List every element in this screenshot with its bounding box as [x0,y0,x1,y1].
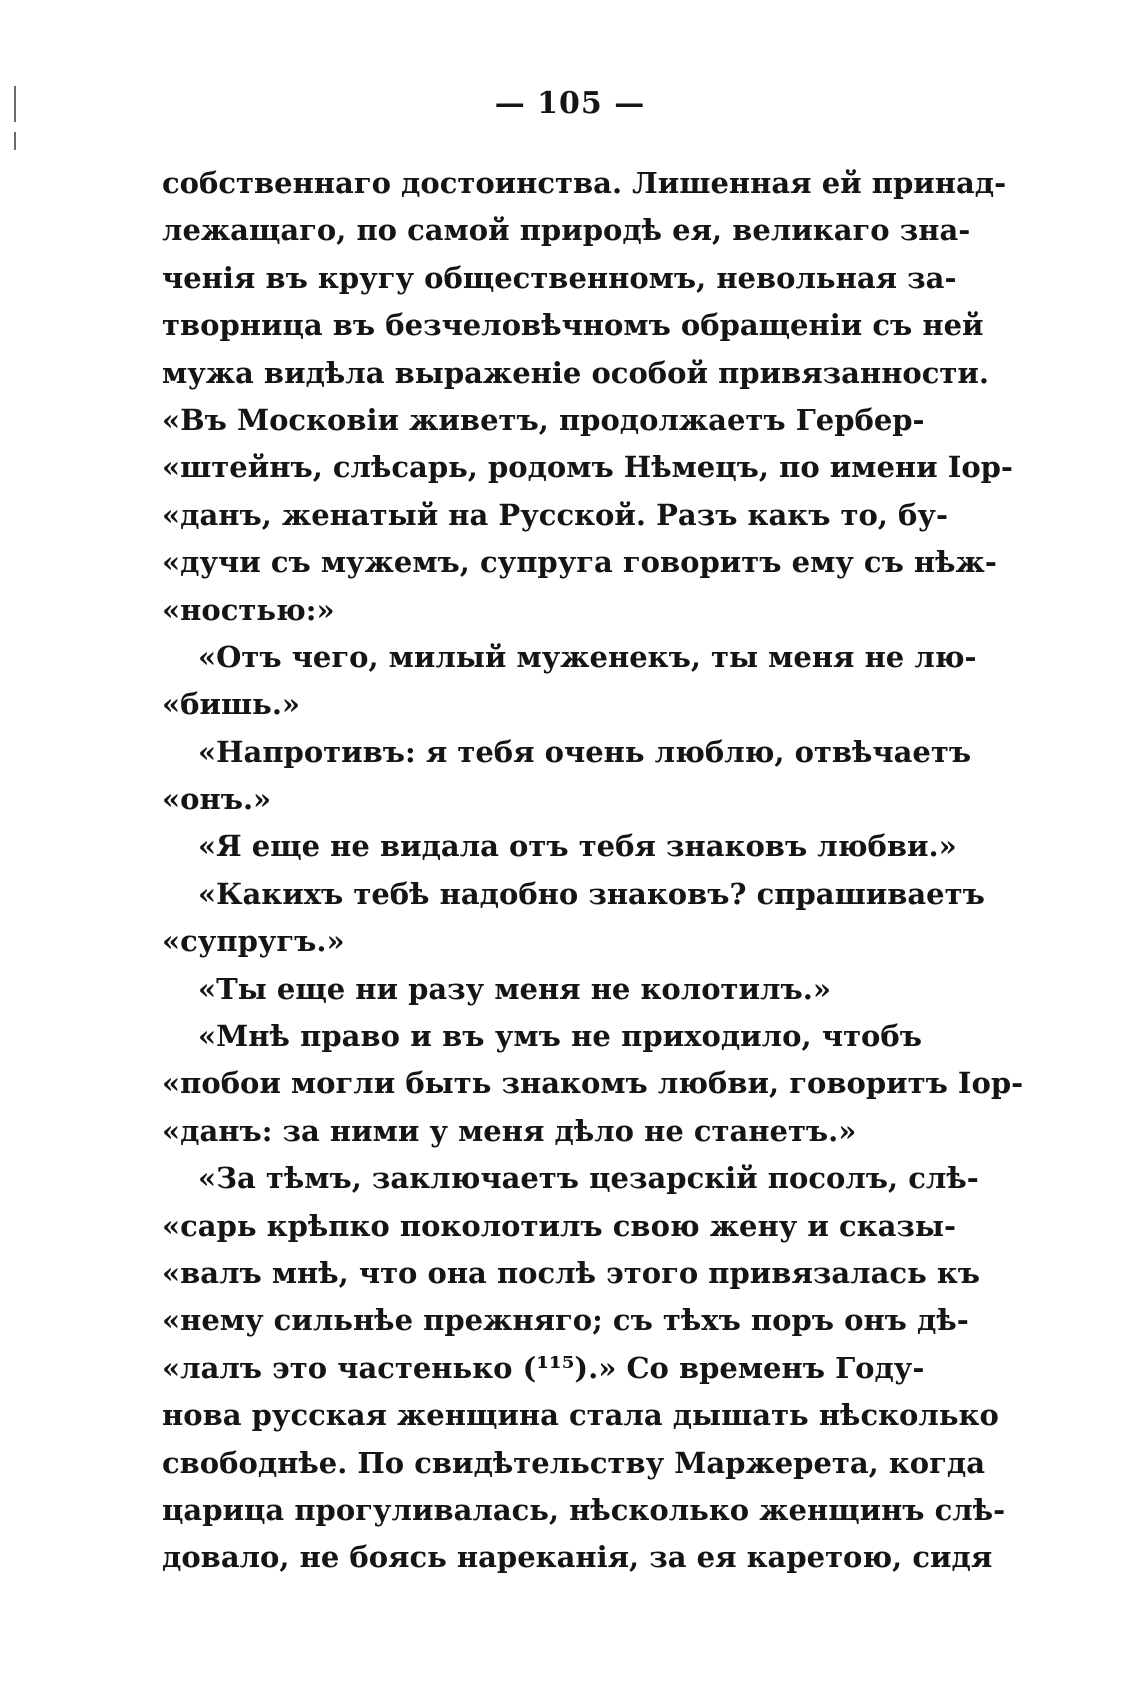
text-line: «валъ мнѣ, что она послѣ этого привязалась къ [162,1255,981,1290]
text-line: «побои могли быть знакомъ любви, говоритъ Іор- [162,1066,1024,1101]
text-line: лежащаго, по самой природѣ ея, великаго зна- [162,213,971,248]
text-line: «данъ: за ними у меня дѣло не станетъ.» [162,1113,857,1148]
text-line: «Отъ чего, милый муженекъ, ты меня не лю- [198,639,977,674]
text-line: свободнѣе. По свидѣтельству Маржерета, когда [162,1445,986,1480]
text-line: «штейнъ, слѣсарь, родомъ Нѣмецъ, по имени Іор- [162,450,1013,485]
page-number: — 105 — [494,86,646,121]
text-line: «бишь.» [162,687,301,722]
text-line: «лалъ это частенько (¹¹⁵).» Со временъ Году- [162,1350,925,1385]
text-line: «Ты еще ни разу меня не колотилъ.» [198,971,831,1006]
text-line: «супругъ.» [162,924,345,959]
text-line: «дучи съ мужемъ, супруга говоритъ ему съ нѣж- [162,545,997,580]
text-line: собственнаго достоинства. Лишенная ей принад- [162,166,1007,200]
text-line: «данъ, женатый на Русской. Разъ какъ то, бу- [162,497,949,532]
text-line: «Я еще не видала отъ тебя знаковъ любви.» [198,829,957,864]
text-line: «нему сильнѣе прежняго; съ тѣхъ поръ онъ дѣ- [162,1303,969,1338]
text-line: «онъ.» [162,782,272,817]
text-line: «ностью:» [162,592,335,627]
text-line: мужа видѣла выраженіе особой привязанности. [162,355,989,390]
text-line: ченія въ кругу общественномъ, невольная за- [162,260,957,295]
text-line: царица прогуливалась, нѣсколько женщинъ слѣ- [162,1492,1006,1527]
margin-scan-mark [14,132,16,150]
text-line: нова русская женщина стала дышать нѣсколько [162,1398,999,1433]
text-line: творница въ безчеловѣчномъ обращеніи съ ней [162,308,984,343]
body-text [162,160,1024,1582]
text-line: довало, не боясь нареканія, за ея каретою, сидя [162,1540,993,1575]
text-line: «Какихъ тебѣ надобно знаковъ? спрашиваетъ [198,876,985,911]
text-line: «Мнѣ право и въ умъ не приходило, чтобъ [198,1019,922,1054]
text-line: «Въ Московіи живетъ, продолжаетъ Гербер- [162,402,925,437]
text-line: «сарь крѣпко поколотилъ свою жену и сказы- [162,1208,956,1243]
text-line: «За тѣмъ, заключаетъ цезарскій посолъ, слѣ- [198,1161,979,1196]
text-line: «Напротивъ: я тебя очень люблю, отвѣчаетъ [198,734,972,769]
